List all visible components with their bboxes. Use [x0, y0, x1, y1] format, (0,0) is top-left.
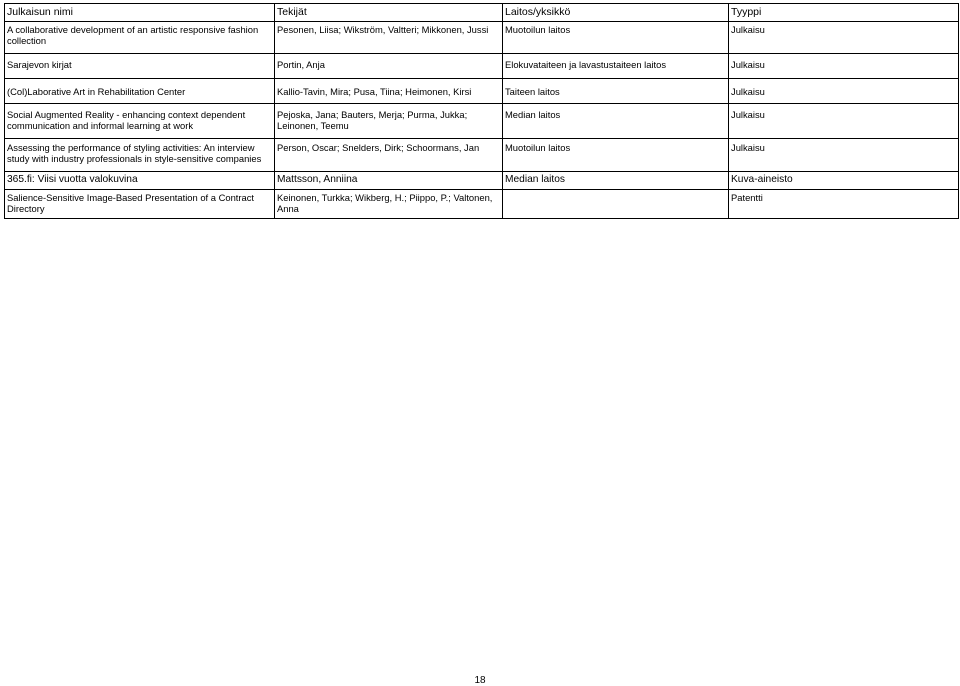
table-row — [5, 79, 959, 104]
page-number: 18 — [474, 675, 486, 686]
cell-title: Assessing the performance of styling activities: An interview study with industry professionals in style-sensitive companies — [5, 139, 275, 172]
cell-title: A collaborative development of an artistic responsive fashion collection — [5, 22, 275, 54]
cell-authors: Portin, Anja — [275, 54, 503, 79]
cell-authors: Pesonen, Liisa; Wikström, Valtteri; Mikkonen, Jussi — [275, 22, 503, 54]
cell-title: Salience-Sensitive Image-Based Presentation of a Contract Directory — [5, 190, 275, 219]
header-type: Tyyppi — [729, 4, 959, 22]
cell-title: 365.fi: Viisi vuotta valokuvina — [5, 172, 275, 190]
cell-type: Julkaisu — [729, 79, 959, 104]
cell-type: Julkaisu — [729, 22, 959, 54]
table-row — [5, 139, 959, 172]
cell-unit — [503, 190, 729, 219]
cell-unit: Median laitos — [503, 104, 729, 139]
cell-unit: Taiteen laitos — [503, 79, 729, 104]
table-row — [5, 22, 959, 54]
table-row — [5, 104, 959, 139]
cell-authors: Pejoska, Jana; Bauters, Merja; Purma, Jukka; Leinonen, Teemu — [275, 104, 503, 139]
table-row — [5, 54, 959, 79]
cell-title: (Col)Laborative Art in Rehabilitation Center — [5, 79, 275, 104]
cell-authors: Person, Oscar; Snelders, Dirk; Schoormans, Jan — [275, 139, 503, 172]
cell-unit: Muotoilun laitos — [503, 139, 729, 172]
cell-title: Sarajevon kirjat — [5, 54, 275, 79]
cell-authors: Mattsson, Anniina — [275, 172, 503, 190]
cell-type: Julkaisu — [729, 104, 959, 139]
cell-authors: Keinonen, Turkka; Wikberg, H.; Piippo, P.; Valtonen, Anna — [275, 190, 503, 219]
cell-title: Social Augmented Reality - enhancing context dependent communication and informal learning at work — [5, 104, 275, 139]
publications-table — [4, 3, 959, 219]
cell-type: Kuva-aineisto — [729, 172, 959, 190]
cell-type: Julkaisu — [729, 54, 959, 79]
cell-unit: Median laitos — [503, 172, 729, 190]
cell-authors: Kallio-Tavin, Mira; Pusa, Tiina; Heimonen, Kirsi — [275, 79, 503, 104]
table-row — [5, 172, 959, 190]
header-department: Laitos/yksikkö — [503, 4, 729, 22]
cell-unit: Muotoilun laitos — [503, 22, 729, 54]
table-row — [5, 190, 959, 219]
cell-type: Patentti — [729, 190, 959, 219]
header-publication-name: Julkaisun nimi — [5, 4, 275, 22]
table-header-row — [5, 4, 959, 22]
cell-type: Julkaisu — [729, 139, 959, 172]
cell-unit: Elokuvataiteen ja lavastustaiteen laitos — [503, 54, 729, 79]
header-authors: Tekijät — [275, 4, 503, 22]
